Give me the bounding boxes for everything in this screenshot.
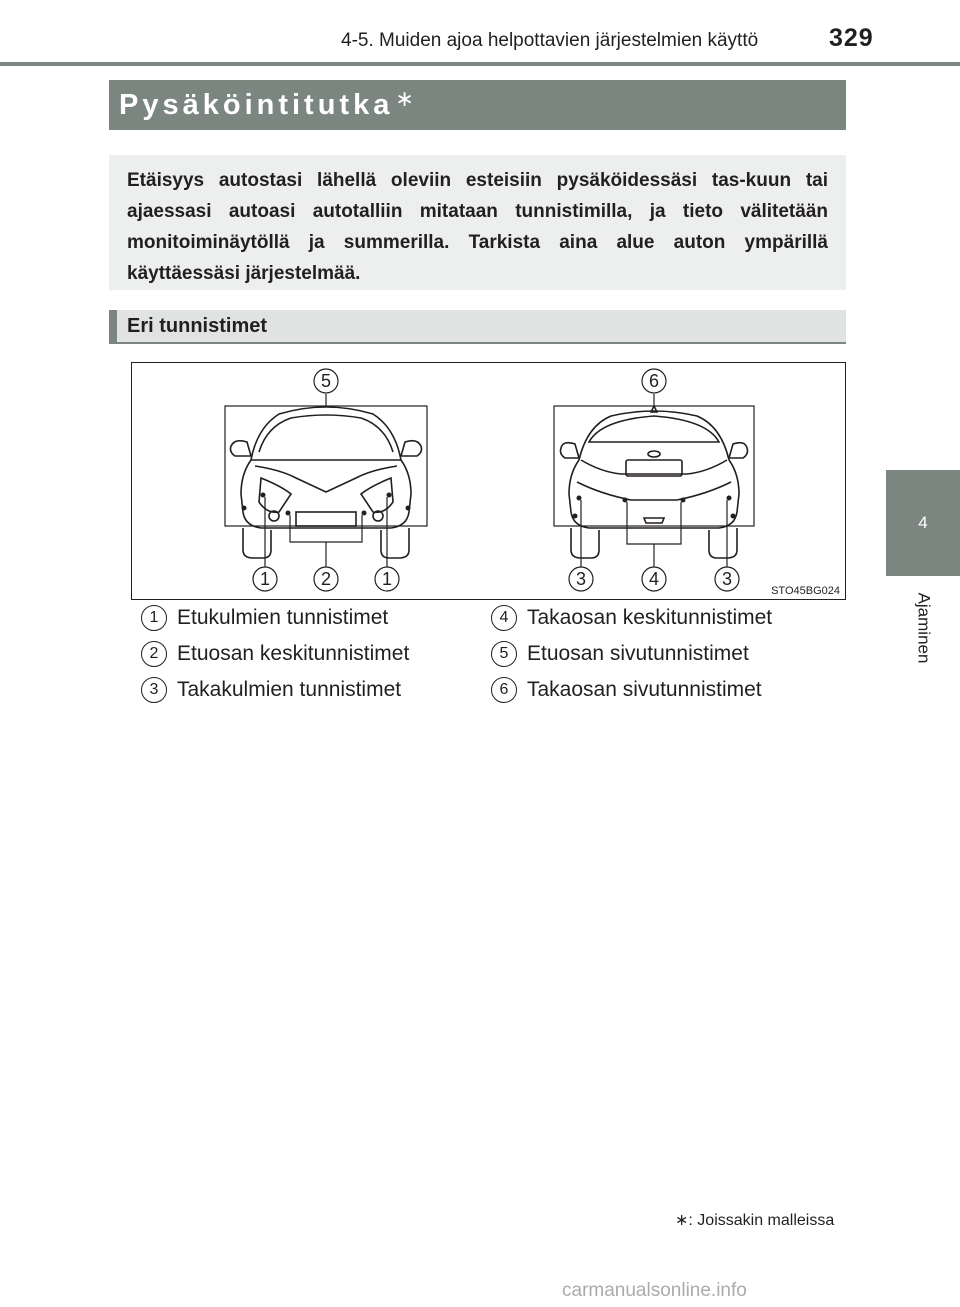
legend-item: [141, 605, 388, 631]
footnote: [675, 1210, 834, 1230]
legend-item: [491, 641, 749, 667]
callout-top-front: [314, 369, 338, 393]
header-rule: [0, 62, 960, 66]
legend-label: Etukulmien tunnistimet: [177, 606, 389, 629]
page-title-bar: [109, 80, 846, 130]
svg-text:5: 5: [320, 371, 332, 391]
legend-number: 5: [491, 641, 517, 667]
legend-label: Takaosan sivutunnistimet: [527, 678, 762, 701]
watermark: carmanualsonline.info: [562, 1280, 747, 1301]
footnote-marker: ∗: [675, 1212, 689, 1229]
footnote-text: : Joissakin malleissa: [688, 1212, 835, 1229]
legend-number: 2: [141, 641, 167, 667]
callout-rear-center: [642, 567, 666, 591]
page-title: Pysäköintitutka: [119, 88, 394, 121]
svg-text:4: 4: [648, 569, 660, 589]
legend-number: 6: [491, 677, 517, 703]
legend-item: [491, 677, 762, 703]
callout-front-center: [314, 567, 338, 591]
legend-number: 4: [491, 605, 517, 631]
svg-text:3: 3: [721, 569, 733, 589]
svg-text:1: 1: [381, 569, 393, 589]
chapter-tab[interactable]: [886, 470, 960, 576]
svg-text:3: 3: [575, 569, 587, 589]
callout-top-rear: [642, 369, 666, 393]
svg-text:2: 2: [320, 569, 332, 589]
figure-code: STO45BG024: [771, 585, 840, 597]
section-heading: Eri tunnistimet: [109, 310, 846, 344]
chapter-number: 4: [918, 513, 928, 532]
legend-label: Takaosan keskitunnistimet: [527, 606, 773, 629]
legend-item: [491, 605, 772, 631]
header-section-title: 4-5. Muiden ajoa helpottavien järjestelmien käyttö: [341, 30, 759, 51]
page-number: 329: [829, 24, 874, 52]
callout-rear-left: [569, 567, 593, 591]
svg-text:1: 1: [259, 569, 271, 589]
intro-text: Etäisyys autostasi lähellä oleviin esteisiin pysäköidessäsi tas-kuun tai ajaessasi autoasi autotalliin mitataan tunnistimilla, ja tieto välitetään monitoiminäytöllä ja summerilla. Tarkista aina alue auton ympärillä käyttäessäsi järjestelmää.: [127, 170, 828, 284]
chapter-label: Ajaminen: [914, 592, 933, 663]
footnote-marker: ∗: [395, 86, 414, 111]
callout-rear-right: [715, 567, 739, 591]
legend-item: [141, 677, 401, 703]
svg-text:6: 6: [648, 371, 660, 391]
legend-item: [141, 641, 409, 667]
sensor-diagram: [131, 362, 846, 600]
callout-front-right: [375, 567, 399, 591]
legend-number: 1: [141, 605, 167, 631]
legend-label: Etuosan sivutunnistimet: [527, 642, 749, 665]
intro-box: [109, 155, 846, 290]
legend-label: Takakulmien tunnistimet: [177, 678, 402, 701]
chapter-label-vertical: [886, 580, 960, 675]
callout-front-left: [253, 567, 277, 591]
legend-number: 3: [141, 677, 167, 703]
legend-label: Etuosan keskitunnistimet: [177, 642, 410, 665]
